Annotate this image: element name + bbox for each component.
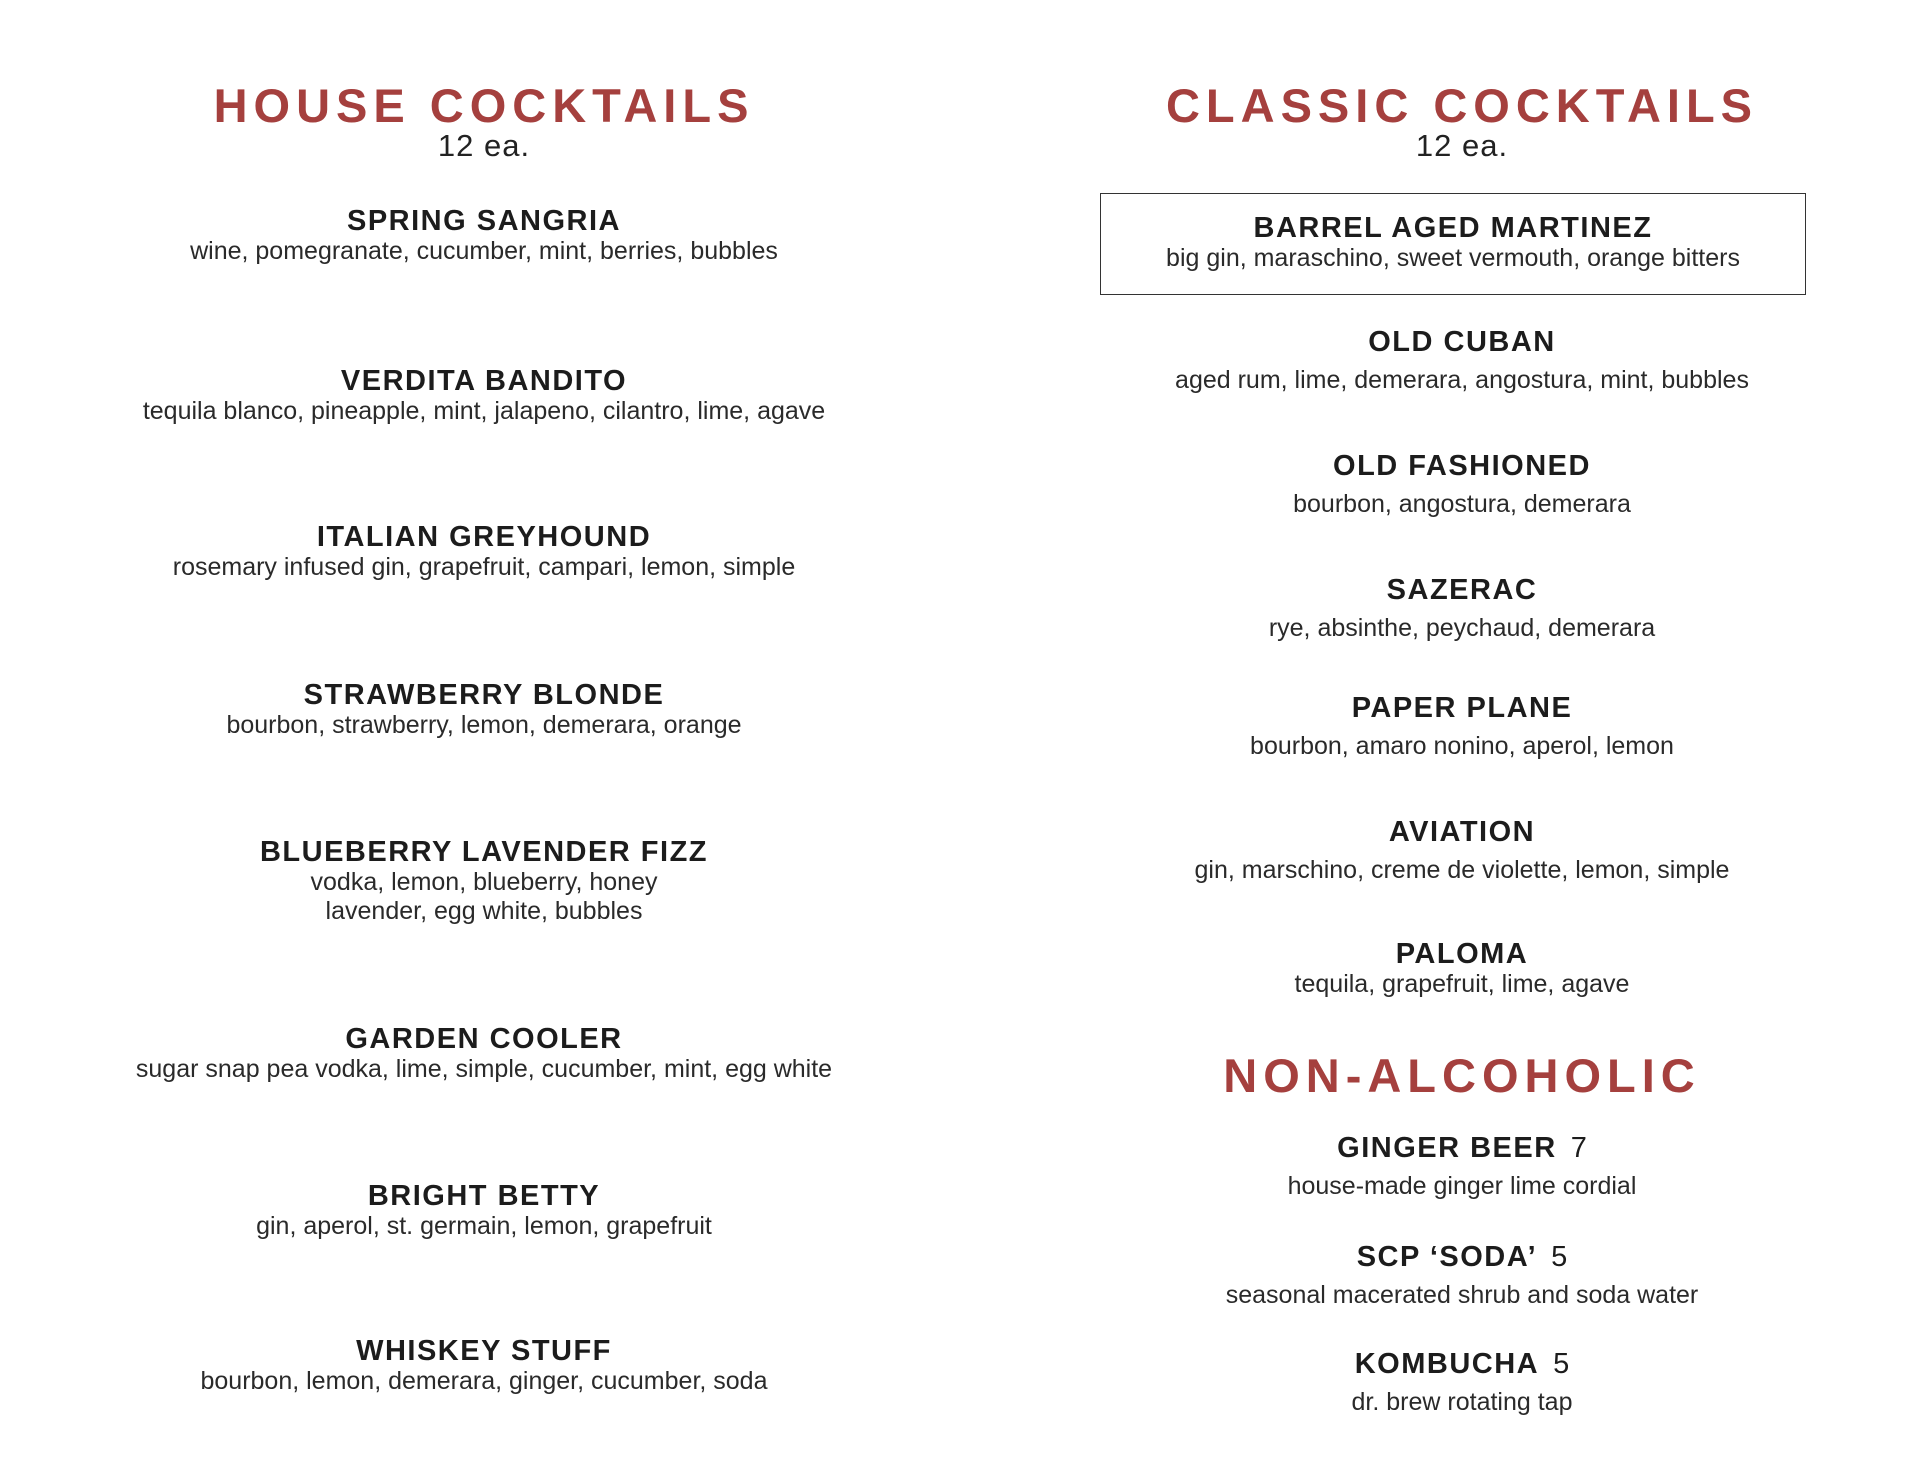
item-name: GINGER BEER: [1337, 1132, 1557, 1164]
item-name: SCP ‘SODA’: [1356, 1241, 1538, 1273]
item-description: rye, absinthe, peychaud, demerara: [1268, 614, 1656, 642]
classic-cocktails-price: 12 ea.: [1415, 128, 1509, 163]
item-name: SAZERAC: [1386, 574, 1538, 606]
item-name: AVIATION: [1388, 816, 1536, 848]
item-description: bourbon, lemon, demerara, ginger, cucumber, soda: [200, 1367, 768, 1395]
menu-item: [80, 365, 888, 426]
item-description: bourbon, angostura, demerara: [1293, 490, 1631, 518]
menu-item: [1058, 326, 1866, 395]
item-description: bourbon, amaro nonino, aperol, lemon: [1250, 732, 1674, 760]
house-cocktails-price: 12 ea.: [437, 128, 531, 163]
item-name: SPRING SANGRIA: [347, 205, 621, 237]
house-cocktails-title: HOUSE COCKTAILS: [213, 79, 755, 132]
non-alcoholic-title: NON-ALCOHOLIC: [1223, 1049, 1701, 1102]
item-name: WHISKEY STUFF: [356, 1335, 612, 1367]
menu-item: [80, 1335, 888, 1396]
item-description: aged rum, lime, demerara, angostura, mint, bubbles: [1175, 366, 1749, 394]
item-name: BRIGHT BETTY: [367, 1180, 601, 1212]
item-description: big gin, maraschino, sweet vermouth, orange bitters: [1166, 244, 1740, 272]
item-description: sugar snap pea vodka, lime, simple, cucumber, mint, egg white: [135, 1055, 833, 1083]
item-description: wine, pomegranate, cucumber, mint, berries, bubbles: [190, 237, 778, 265]
item-name-row: [1058, 1132, 1866, 1164]
menu-item: [1058, 816, 1866, 885]
featured-item-box: [1100, 193, 1806, 295]
item-description: rosemary infused gin, grapefruit, campari, lemon, simple: [172, 553, 796, 581]
item-price: 5: [1551, 1241, 1568, 1273]
item-name: BARREL AGED MARTINEZ: [1253, 212, 1653, 244]
menu-item: [1058, 1348, 1866, 1417]
item-name: PAPER PLANE: [1351, 692, 1573, 724]
item-price: 5: [1553, 1348, 1570, 1380]
menu-item: [80, 205, 888, 266]
item-description: vodka, lemon, blueberry, honey: [310, 868, 658, 896]
item-name: PALOMA: [1395, 938, 1529, 970]
menu-item: [1058, 938, 1866, 999]
menu-item: [1058, 450, 1866, 519]
item-name-row: [1058, 1348, 1866, 1380]
menu-item: [1058, 574, 1866, 643]
item-description-line-2: lavender, egg white, bubbles: [325, 897, 643, 925]
item-name: ITALIAN GREYHOUND: [316, 521, 652, 553]
item-description: gin, aperol, st. germain, lemon, grapefruit: [256, 1212, 712, 1240]
menu-item: [80, 679, 888, 740]
item-price: 7: [1570, 1132, 1587, 1164]
item-description: tequila blanco, pineapple, mint, jalapeno, cilantro, lime, agave: [142, 397, 826, 425]
item-description: seasonal macerated shrub and soda water: [1225, 1281, 1699, 1309]
menu-item: [1058, 1132, 1866, 1201]
menu-item: [80, 836, 888, 926]
menu-item: [80, 1180, 888, 1241]
item-description: bourbon, strawberry, lemon, demerara, orange: [226, 711, 742, 739]
item-name: BLUEBERRY LAVENDER FIZZ: [259, 836, 709, 868]
classic-cocktails-title: CLASSIC COCKTAILS: [1165, 79, 1758, 132]
item-description: dr. brew rotating tap: [1351, 1388, 1573, 1416]
item-description: gin, marschino, creme de violette, lemon, simple: [1194, 856, 1730, 884]
item-name-row: [1058, 1241, 1866, 1273]
menu-item: [80, 1023, 888, 1084]
item-name: OLD CUBAN: [1368, 326, 1556, 358]
menu-item: [1058, 692, 1866, 761]
item-description: house-made ginger lime cordial: [1287, 1172, 1637, 1200]
item-name: STRAWBERRY BLONDE: [303, 679, 665, 711]
item-name: GARDEN COOLER: [345, 1023, 623, 1055]
menu-item: [80, 521, 888, 582]
menu-item: [1058, 1241, 1866, 1310]
item-name: OLD FASHIONED: [1333, 450, 1591, 482]
item-description: tequila, grapefruit, lime, agave: [1294, 970, 1630, 998]
item-name: KOMBUCHA: [1354, 1348, 1540, 1380]
item-name: VERDITA BANDITO: [340, 365, 628, 397]
